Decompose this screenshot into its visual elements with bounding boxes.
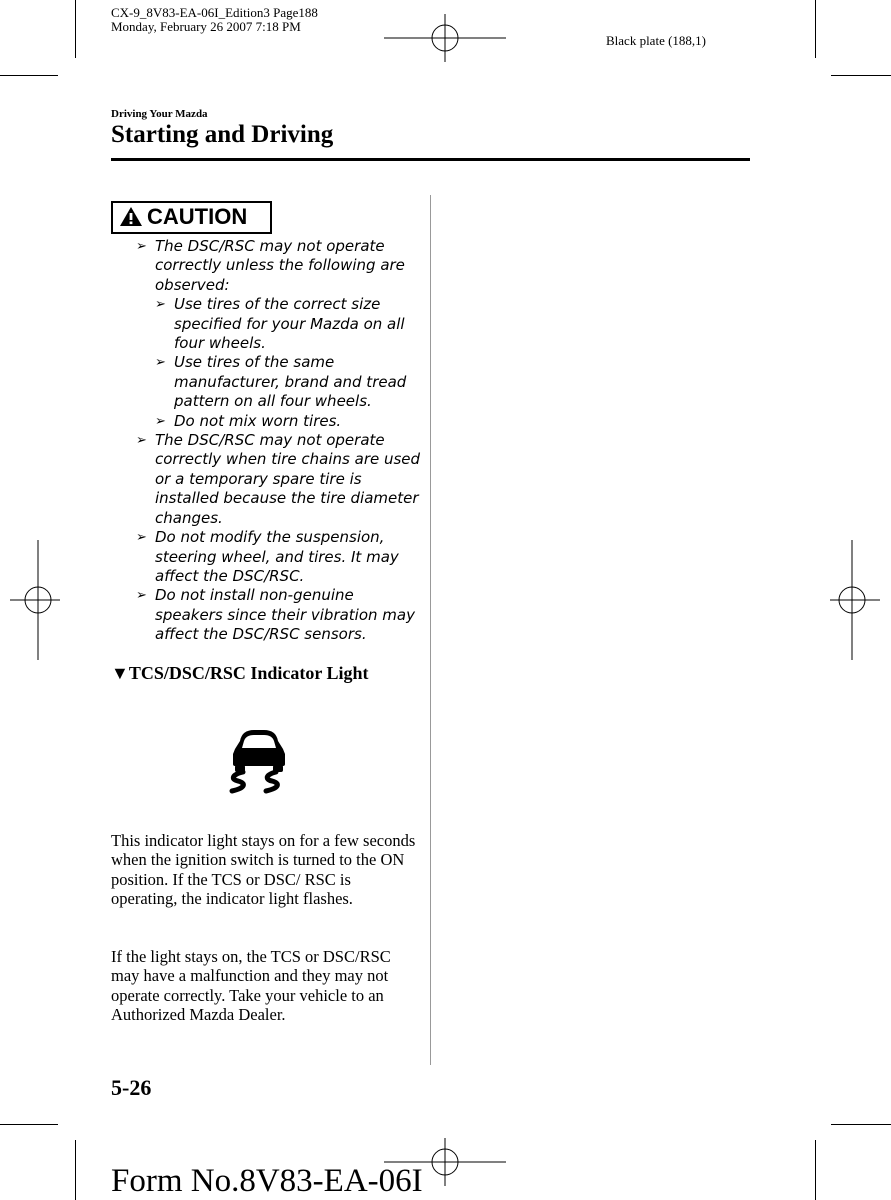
page-title: Starting and Driving bbox=[111, 121, 334, 148]
title-rule bbox=[111, 158, 750, 161]
page-number: 5-26 bbox=[111, 1075, 152, 1100]
caution-item: ➢ The DSC/RSC may not operate correctly when tire chains are used or a temporary spare tire is installed because the tire diameter changes. bbox=[136, 431, 426, 528]
section-label: Driving Your Mazda bbox=[111, 108, 208, 120]
form-number: Form No.8V83-EA-06I bbox=[111, 1163, 423, 1199]
caution-subitem: ➢ Do not mix worn tires. bbox=[155, 412, 426, 431]
indicator-subheading: ▼TCS/DSC/RSC Indicator Light bbox=[111, 663, 369, 683]
crosshair-top-icon bbox=[384, 14, 506, 62]
malfunction-paragraph: If the light stays on, the TCS or DSC/RSC may have a malfunction and they may not operate correctly. Take your vehicle to an Authorized Mazda Dealer. bbox=[111, 947, 391, 1025]
caution-item-text: The DSC/RSC may not operate correctly unless the following are observed: bbox=[155, 237, 405, 294]
print-metadata bbox=[111, 6, 318, 34]
caution-list bbox=[136, 237, 426, 645]
caution-label: CAUTION bbox=[147, 204, 248, 229]
caution-item: ➢ Do not modify the suspension, steering wheel, and tires. It may affect the DSC/RSC. bbox=[136, 528, 426, 586]
caution-item: ➢ Do not install non-genuine speakers since their vibration may affect the DSC/RSC sensors. bbox=[136, 586, 426, 644]
caution-header bbox=[111, 201, 272, 234]
crosshair-right-icon bbox=[830, 540, 880, 660]
caution-item bbox=[136, 237, 426, 431]
warning-triangle-icon bbox=[119, 206, 143, 227]
print-date-line: Monday, February 26 2007 7:18 PM bbox=[111, 19, 301, 34]
caution-sublist bbox=[155, 295, 426, 431]
caution-subitem: ➢ Use tires of the same manufacturer, brand and tread pattern on all four wheels. bbox=[155, 353, 426, 411]
crosshair-left-icon bbox=[10, 540, 60, 660]
print-file-line: CX-9_8V83-EA-06I_Edition3 Page188 bbox=[111, 5, 318, 20]
caution-subitem: ➢ Use tires of the correct size specified for your Mazda on all four wheels. bbox=[155, 295, 426, 353]
column-divider bbox=[430, 195, 431, 1065]
skid-car-indicator-icon bbox=[226, 727, 292, 795]
indicator-paragraph: This indicator light stays on for a few seconds when the ignition switch is turned to the ON position. If the TCS or DSC/ RSC is operating, the indicator light flashes. bbox=[111, 831, 416, 909]
plate-label: Black plate (188,1) bbox=[606, 33, 706, 48]
